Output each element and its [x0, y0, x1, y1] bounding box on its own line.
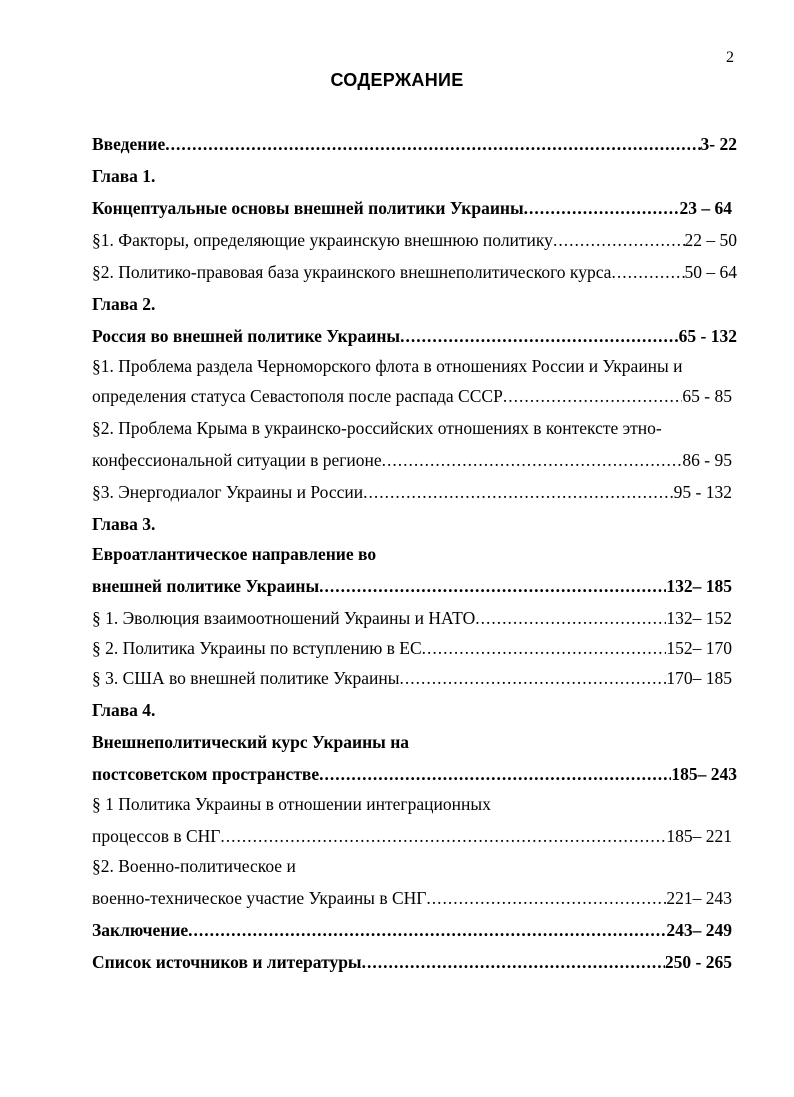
toc-entry-4-1-line1[interactable]: § 1 Политика Украины в отношении интеграционных	[92, 794, 491, 814]
toc-entry-pages: 132– 152	[666, 608, 732, 628]
toc-entry-title: Введение	[92, 134, 166, 154]
toc-leader	[363, 482, 674, 502]
toc-entry-2-2[interactable]	[92, 450, 732, 470]
chapter-4-label: Глава 4.	[92, 700, 156, 720]
toc-entry-title: § 2. Политика Украины по вступлению в ЕС	[92, 638, 422, 658]
toc-entry-3-3[interactable]	[92, 668, 732, 688]
toc-entry-pages: 132– 185	[666, 576, 732, 596]
toc-leader	[400, 326, 679, 346]
toc-entry-pages: 170– 185	[666, 668, 732, 688]
toc-entry-title: § 1. Эволюция взаимоотношений Украины и НАТО	[92, 608, 476, 628]
chapter-1-label: Глава 1.	[92, 166, 156, 186]
toc-entry-title: §1. Факторы, определяющие украинскую внешнюю политику	[92, 230, 553, 250]
toc-leader	[319, 764, 671, 784]
toc-entry-1-2[interactable]	[92, 262, 737, 282]
toc-entry-title: §2. Политико-правовая база украинского внешнеполитического курса	[92, 262, 612, 282]
toc-entry-4-2[interactable]	[92, 888, 732, 908]
toc-entry-1-1[interactable]	[92, 230, 737, 250]
toc-entry-chapter-3[interactable]	[92, 576, 732, 596]
toc-leader	[426, 888, 666, 908]
toc-entry-2-3[interactable]	[92, 482, 732, 502]
chapter-3-title-line1[interactable]: Евроатлантическое направление во	[92, 544, 377, 564]
toc-entry-title: §3. Энергодиалог Украины и России	[92, 482, 364, 502]
toc-leader	[422, 638, 667, 658]
chapter-3-label: Глава 3.	[92, 514, 156, 534]
toc-entry-pages: 86 - 95	[682, 450, 732, 470]
toc-entry-title: конфессиональной ситуации в регионе	[92, 450, 382, 470]
toc-leader	[503, 386, 683, 406]
page-number: 2	[726, 49, 734, 66]
toc-entry-title: Россия во внешней политике Украины	[92, 326, 401, 346]
toc-entry-4-1[interactable]	[92, 826, 732, 846]
toc-entry-title: Заключение	[92, 920, 189, 940]
toc-entry-2-1[interactable]	[92, 386, 732, 406]
toc-entry-pages: 22 – 50	[684, 230, 737, 250]
toc-entry-pages: 65 - 132	[678, 326, 737, 346]
toc-leader	[400, 668, 667, 688]
toc-entry-2-2-line1[interactable]: §2. Проблема Крыма в украинско-российских отношениях в контексте этно-	[92, 418, 662, 438]
toc-entry-pages: 243– 249	[666, 920, 732, 940]
chapter-4-title-line1[interactable]: Внешнеполитический курс Украины на	[92, 732, 410, 752]
toc-leader	[524, 198, 680, 218]
toc-entry-chapter-2[interactable]	[92, 326, 737, 346]
toc-entry-title: внешней политике Украины	[92, 576, 320, 596]
chapter-2-label: Глава 2.	[92, 294, 156, 314]
toc-leader	[475, 608, 666, 628]
toc-entry-title: процессов в СНГ	[92, 826, 221, 846]
toc-entry-title: Список источников и литературы	[92, 952, 362, 972]
toc-entry-sources[interactable]	[92, 952, 732, 972]
toc-leader	[382, 450, 683, 470]
toc-entry-title: § 3. США во внешней политике Украины	[92, 668, 400, 688]
toc-entry-pages: 3- 22	[700, 134, 737, 154]
toc-entry-title: военно-техническое участие Украины в СНГ	[92, 888, 427, 908]
toc-entry-title: Концептуальные основы внешней политики Украины	[92, 198, 524, 218]
toc-entry-pages: 23 – 64	[679, 198, 732, 218]
toc-entry-3-1[interactable]	[92, 608, 732, 628]
toc-leader	[553, 230, 685, 250]
toc-entry-chapter-1[interactable]	[92, 198, 732, 218]
toc-leader	[165, 134, 700, 154]
toc-entry-2-1-line1[interactable]: §1. Проблема раздела Черноморского флота в отношениях России и Украины и	[92, 356, 683, 376]
toc-entry-conclusion[interactable]	[92, 920, 732, 940]
toc-entry-pages: 50 – 64	[684, 262, 737, 282]
page-title: СОДЕРЖАНИЕ	[330, 70, 464, 90]
toc-entry-pages: 250 - 265	[664, 952, 732, 972]
toc-leader	[319, 576, 666, 596]
toc-entry-pages: 65 - 85	[682, 386, 732, 406]
toc-entry-pages: 221– 243	[666, 888, 732, 908]
toc-entry-title: постсоветском пространстве	[92, 764, 320, 784]
toc-entry-chapter-4[interactable]	[92, 764, 737, 784]
toc-leader	[362, 952, 665, 972]
toc-entry-intro[interactable]	[92, 134, 737, 154]
toc-entry-pages: 95 - 132	[673, 482, 732, 502]
toc-entry-3-2[interactable]	[92, 638, 732, 658]
toc-leader	[611, 262, 684, 282]
toc-leader	[220, 826, 666, 846]
toc-entry-pages: 185– 243	[671, 764, 737, 784]
toc-entry-title: определения статуса Севастополя после распада СССР	[92, 386, 503, 406]
toc-entry-pages: 185– 221	[666, 826, 732, 846]
toc-entry-pages: 152– 170	[666, 638, 732, 658]
toc-entry-4-2-line1[interactable]: §2. Военно-политическое и	[92, 856, 296, 876]
toc-leader	[188, 920, 666, 940]
